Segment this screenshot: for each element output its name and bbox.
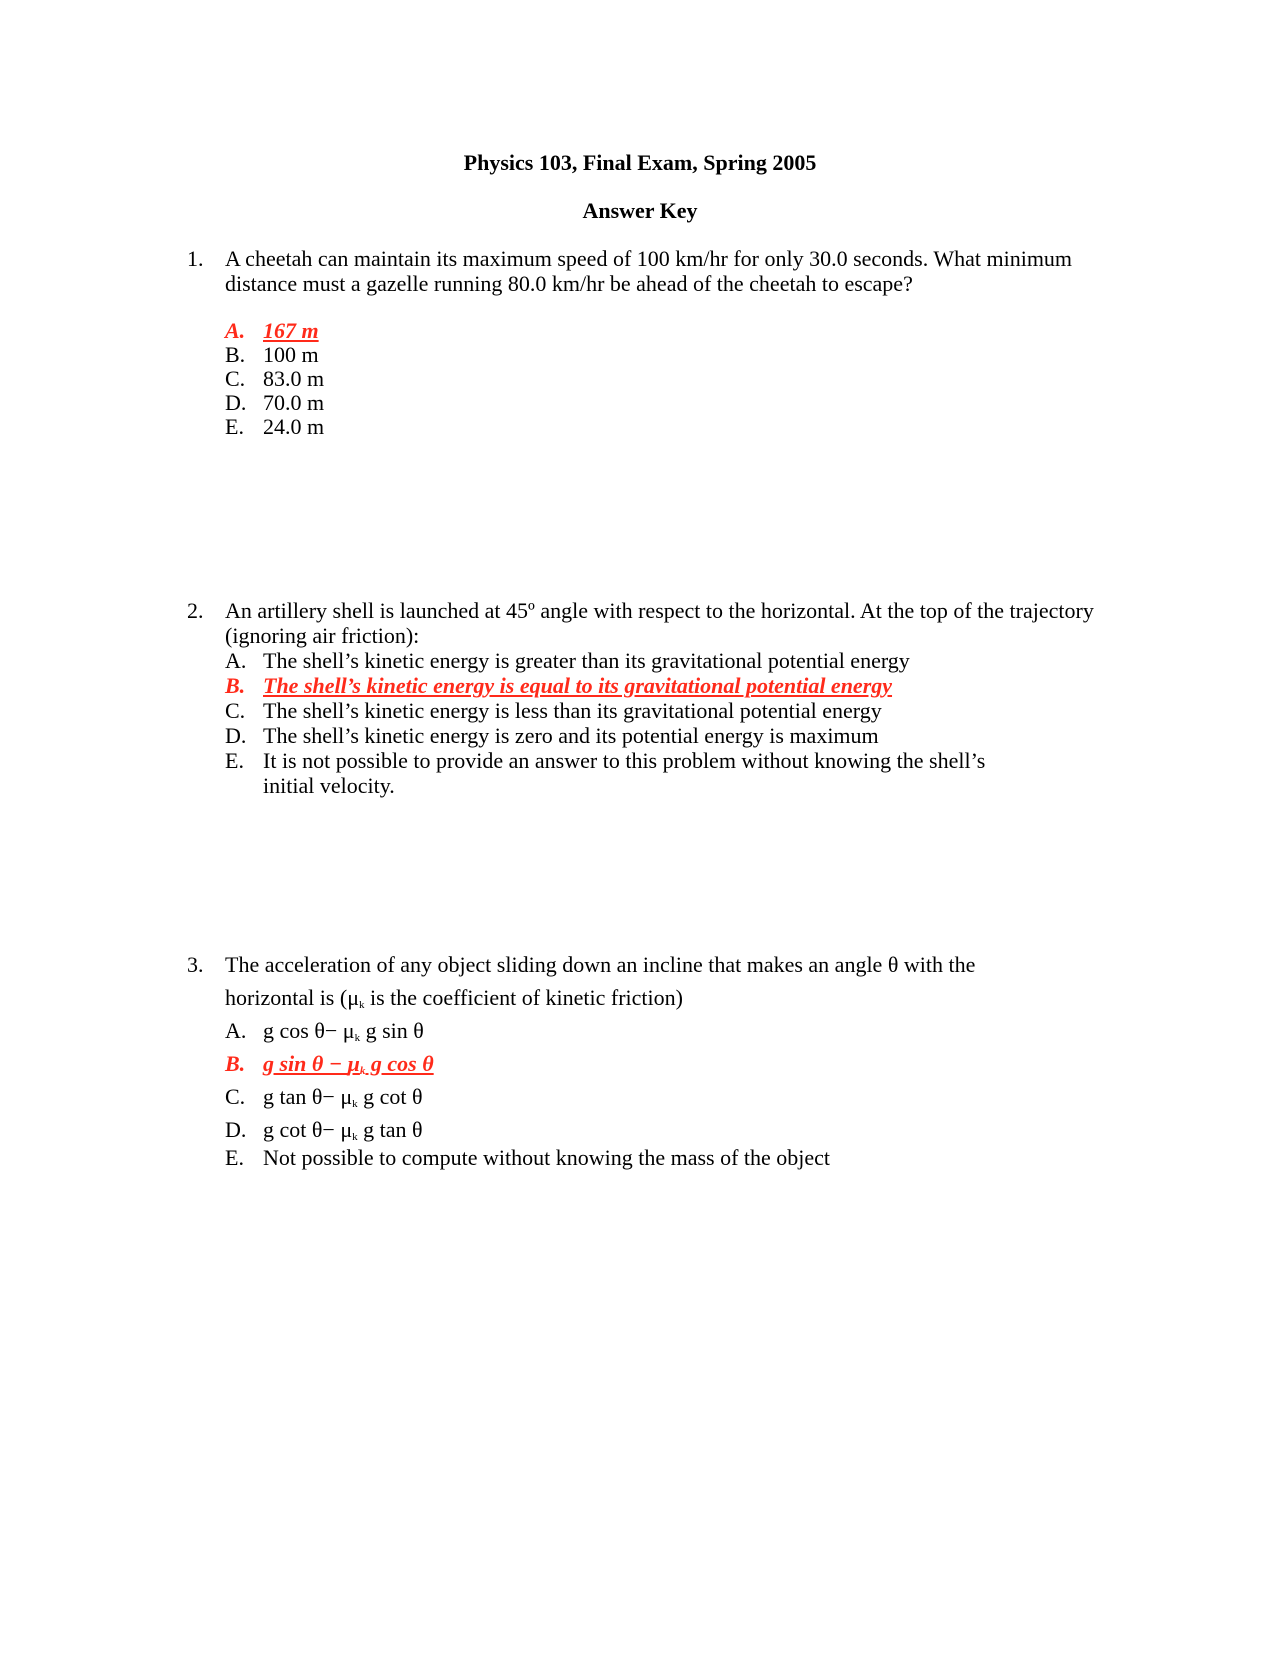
question-number: 3. bbox=[187, 952, 204, 977]
option-d: D. g $\cot \theta- \mu_k$ g tan θ bbox=[225, 1117, 423, 1143]
option-a-correct: A. 167 m bbox=[225, 318, 319, 343]
question-text: A cheetah can maintain its maximum speed of 100 km/hr for only 30.0 seconds. What minimum distance must a gazelle running 80.0 km/hr be ahead of the cheetah to escape? bbox=[225, 246, 1073, 296]
option-c: C. g $\tan \theta- \mu_k$ g cot θ bbox=[225, 1084, 423, 1110]
option-a: A. g $\cos \theta- \mu_k$ g sin θ bbox=[225, 1018, 424, 1044]
option-b-correct: B. g $\sin \theta - \mu_k$ g cos θ bbox=[225, 1051, 434, 1077]
option-d: D. The shell’s kinetic energy is zero and its potential energy is maximum bbox=[225, 723, 879, 748]
option-b: B. 100 m bbox=[225, 342, 319, 367]
option-e: E. Not possible to compute without knowing the mass of the object bbox=[225, 1145, 831, 1170]
question-number: 2. bbox=[187, 598, 204, 623]
option-e: E. 24.0 m bbox=[225, 414, 325, 439]
question-number: 1. bbox=[187, 246, 204, 271]
option-a: A. The shell’s kinetic energy is greater than its gravitational potential energy bbox=[225, 648, 910, 673]
exam-title: Physics 103, Final Exam, Spring 2005 bbox=[463, 150, 817, 175]
option-d: D. 70.0 m bbox=[225, 390, 325, 415]
answer-key-heading: Answer Key bbox=[582, 198, 698, 223]
option-c: C. The shell’s kinetic energy is less than its gravitational potential energy bbox=[225, 698, 882, 723]
question-text-line-1: The acceleration of any object sliding down an incline that makes an angle θ with the bbox=[225, 952, 976, 977]
question-text: An artillery shell is launched at 45º angle with respect to the horizontal. At the top of the trajectory (ignoring air friction): bbox=[225, 598, 1094, 648]
option-e-continuation: initial velocity. bbox=[263, 773, 395, 798]
option-b-correct: B. The shell’s kinetic energy is equal to its gravitational potential energy bbox=[225, 673, 893, 698]
question-text-line-2: horizontal is ($\mu_k$ is the coefficient of kinetic friction) bbox=[225, 985, 683, 1011]
option-c: C. 83.0 m bbox=[225, 366, 325, 391]
option-e: E. It is not possible to provide an answer to this problem without knowing the shell’s bbox=[225, 748, 986, 773]
